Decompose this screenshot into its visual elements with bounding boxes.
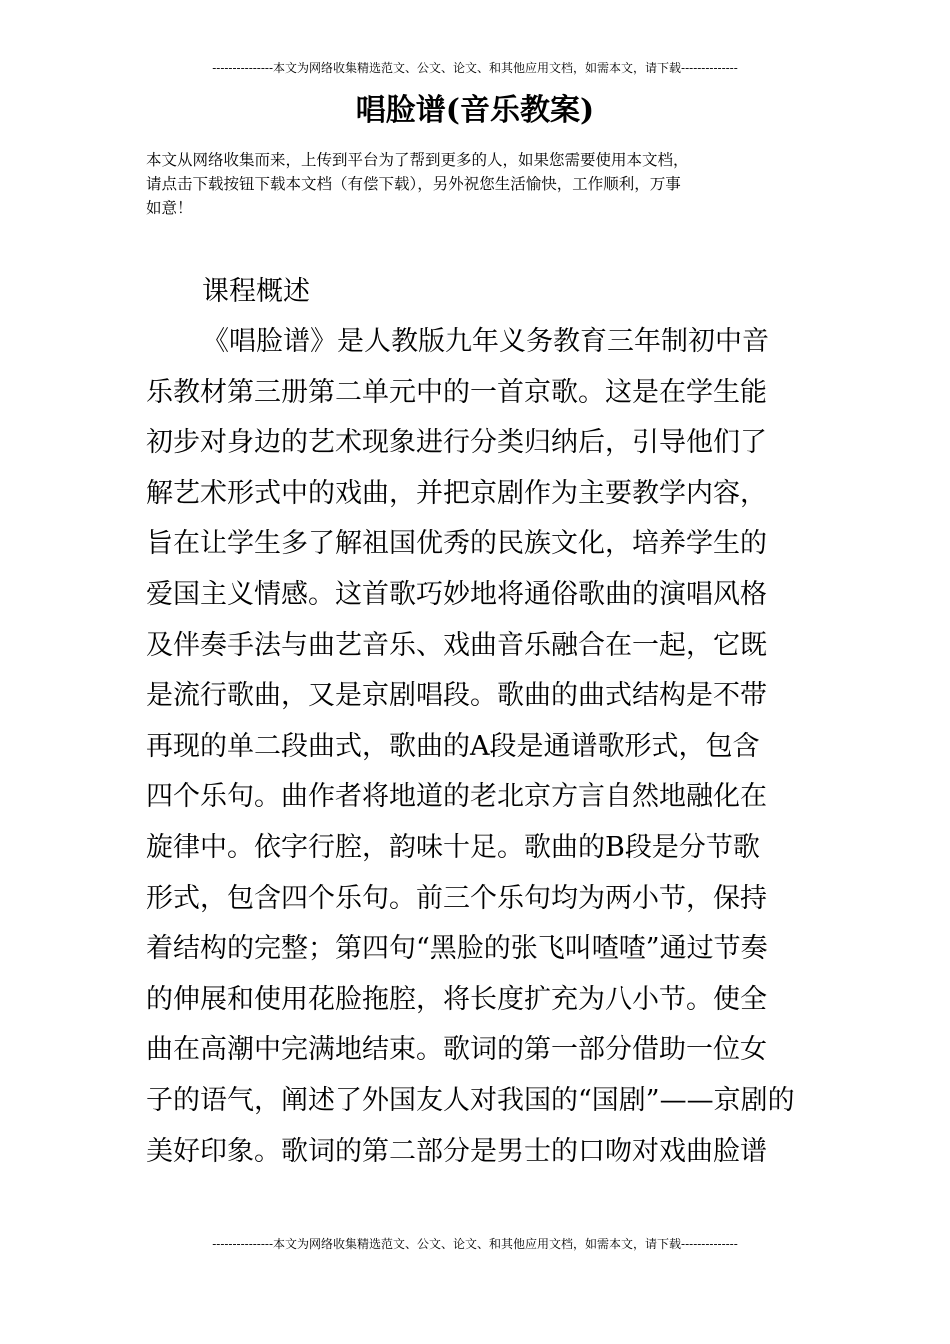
body-line: 美好印象。歌词的第二部分是男士的口吻对戏曲脸谱	[146, 1135, 767, 1167]
body-line: 《唱脸谱》是人教版九年义务教育三年制初中音	[202, 326, 769, 357]
body-line: 旨在让学生多了解祖国优秀的民族文化，培养学生的	[146, 528, 767, 560]
body-line: 子的语气，阐述了外国友人对我国的“国剧”——京剧的	[146, 1084, 795, 1116]
document-title: 唱脸谱(音乐教案)	[355, 93, 595, 128]
download-notice	[146, 148, 812, 220]
body-line: 着结构的完整；第四句“黑脸的张飞叫喳喳”通过节奏	[146, 933, 768, 965]
body-line: 曲在高潮中完满地结束。歌词的第一部分借助一位女	[146, 1034, 767, 1066]
notice-line: 请点击下载按钮下载本文档（有偿下载），另外祝您生活愉快，工作顺利，万事	[146, 175, 681, 193]
body-line: 的伸展和使用花脸拖腔，将长度扩充为八小节。使全	[146, 983, 767, 1015]
body-line: 及伴奏手法与曲艺音乐、戏曲音乐融合在一起，它既	[146, 629, 767, 661]
body-line: 解艺术形式中的戏曲，并把京剧作为主要教学内容，	[146, 477, 767, 509]
body-line: 是流行歌曲，又是京剧唱段。歌曲的曲式结构是不带	[146, 680, 767, 712]
section-heading: 课程概述	[202, 276, 310, 307]
body-line: 乐教材第三册第二单元中的一首京歌。这是在学生能	[146, 376, 767, 408]
body-line: 再现的单二段曲式，歌曲的A段是通谱歌形式，包含	[146, 730, 760, 762]
body-line: 爱国主义情感。这首歌巧妙地将通俗歌曲的演唱风格	[146, 578, 767, 610]
body-line: 旋律中。依字行腔，韵味十足。歌曲的B段是分节歌	[146, 831, 760, 863]
body-line: 四个乐句。曲作者将地道的老北京方言自然地融化在	[146, 781, 767, 813]
header-banner: ---------------本文为网络收集精选范文、公文、论文、和其他应用文档，如需本文，请下载--------------	[212, 61, 738, 75]
body-line: 形式，包含四个乐句。前三个乐句均为两小节，保持	[146, 882, 767, 914]
footer-banner: ---------------本文为网络收集精选范文、公文、论文、和其他应用文档，如需本文，请下载--------------	[212, 1237, 738, 1251]
body-paragraph	[146, 322, 826, 1182]
notice-line: 本文从网络收集而来，上传到平台为了帮到更多的人，如果您需要使用本文档，	[146, 151, 689, 169]
body-line: 初步对身边的艺术现象进行分类归纳后，引导他们了	[146, 427, 767, 459]
notice-line: 如意！	[146, 199, 193, 217]
